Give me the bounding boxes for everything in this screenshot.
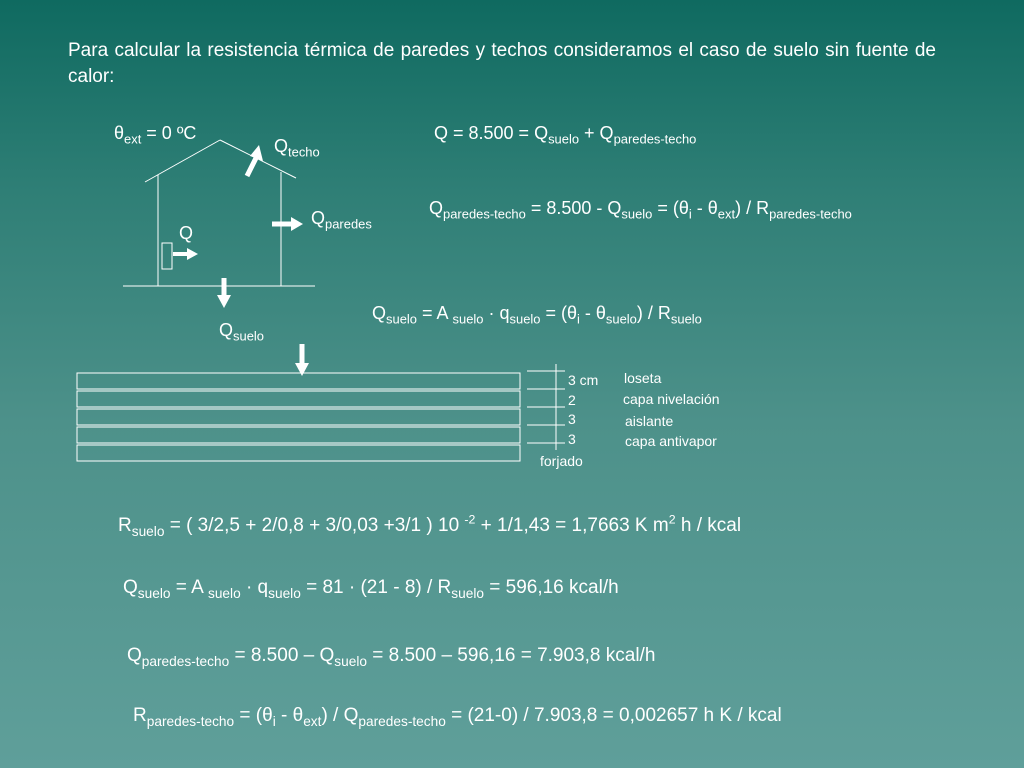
q-suelo-label: $Q_{suelo}$ <box>219 320 264 344</box>
equation-r-paredes-techo-value: $R_{paredes-techo} = (\theta_i - \theta_{ext}) / Q_{paredes-techo} = (21-0) / 7.903,8 = 0,002657$ h K / kcal <box>133 705 782 729</box>
dimension-lines <box>527 364 565 450</box>
q-inside-label: Q <box>179 223 194 243</box>
equation-r-suelo: $R_{suelo}$ = ( 3/2,5 + 2/0,8 + 3/0,03 +3/1 ) 10 $^{-2}$ + 1/1,43 = 1,7663 K $m^2$ h / kcal <box>118 512 742 539</box>
thickness-label: 2 <box>568 392 576 408</box>
thickness-label: 3 <box>568 411 576 427</box>
q-paredes-label: $Q_{paredes}$ <box>311 208 372 232</box>
layer-name-label: loseta <box>624 370 662 386</box>
q-techo-label: $Q_{techo}$ <box>274 136 320 160</box>
layer-forjado <box>77 445 520 461</box>
equation-q-paredes-techo: $Q_{paredes-techo} = 8.500 - Q_{suelo} = (\theta_i - \theta_{ext}) / R_{paredes-techo}$ <box>429 198 852 222</box>
forjado-label: forjado <box>540 453 583 469</box>
arrow-floor-icon <box>295 344 309 376</box>
layer-capa-antivapor <box>77 427 520 443</box>
intro-text: Para calcular la resistencia térmica de paredes y techos consideramos el caso de suelo sin fuente de calor: <box>68 40 936 87</box>
equation-q-suelo-value: $Q_{suelo} = A$ $_{suelo} \cdot q_{suelo} = 81 \cdot (21 - 8) / R_{suelo} = 596,16$ kcal/h <box>123 577 619 601</box>
arrow-suelo-icon <box>217 278 231 308</box>
layer-name-label: aislante <box>625 413 674 429</box>
theta-ext-label: $\theta_{ext} = 0$ ºC <box>114 123 197 147</box>
thickness-label: 3 cm <box>568 372 599 388</box>
equation-q-suelo: $Q_{suelo} = A$ $_{suelo} \cdot q_{suelo} = (\theta_i - \theta_{suelo}) / R_{suelo}$ <box>372 303 702 327</box>
floor-layers <box>77 373 520 461</box>
layer-name-label: capa nivelación <box>623 391 720 407</box>
layer-loseta <box>77 373 520 389</box>
thickness-label: 3 <box>568 431 576 447</box>
arrow-inside-icon <box>173 248 198 260</box>
layer-capa-nivelacion <box>77 391 520 407</box>
layer-name-label: capa antivapor <box>625 433 717 449</box>
equation-q-paredes-techo-value: $Q_{paredes-techo} = 8.500 - Q_{suelo} = 8.500 - 596,16 = 7.903,8$ kcal/h <box>127 645 656 669</box>
equation-q-total: $Q = 8.500 = Q_{suelo} + Q_{paredes-techo}$ <box>434 123 697 147</box>
layer-aislante <box>77 409 520 425</box>
house-outline <box>123 140 315 286</box>
arrow-paredes-icon <box>272 217 303 231</box>
